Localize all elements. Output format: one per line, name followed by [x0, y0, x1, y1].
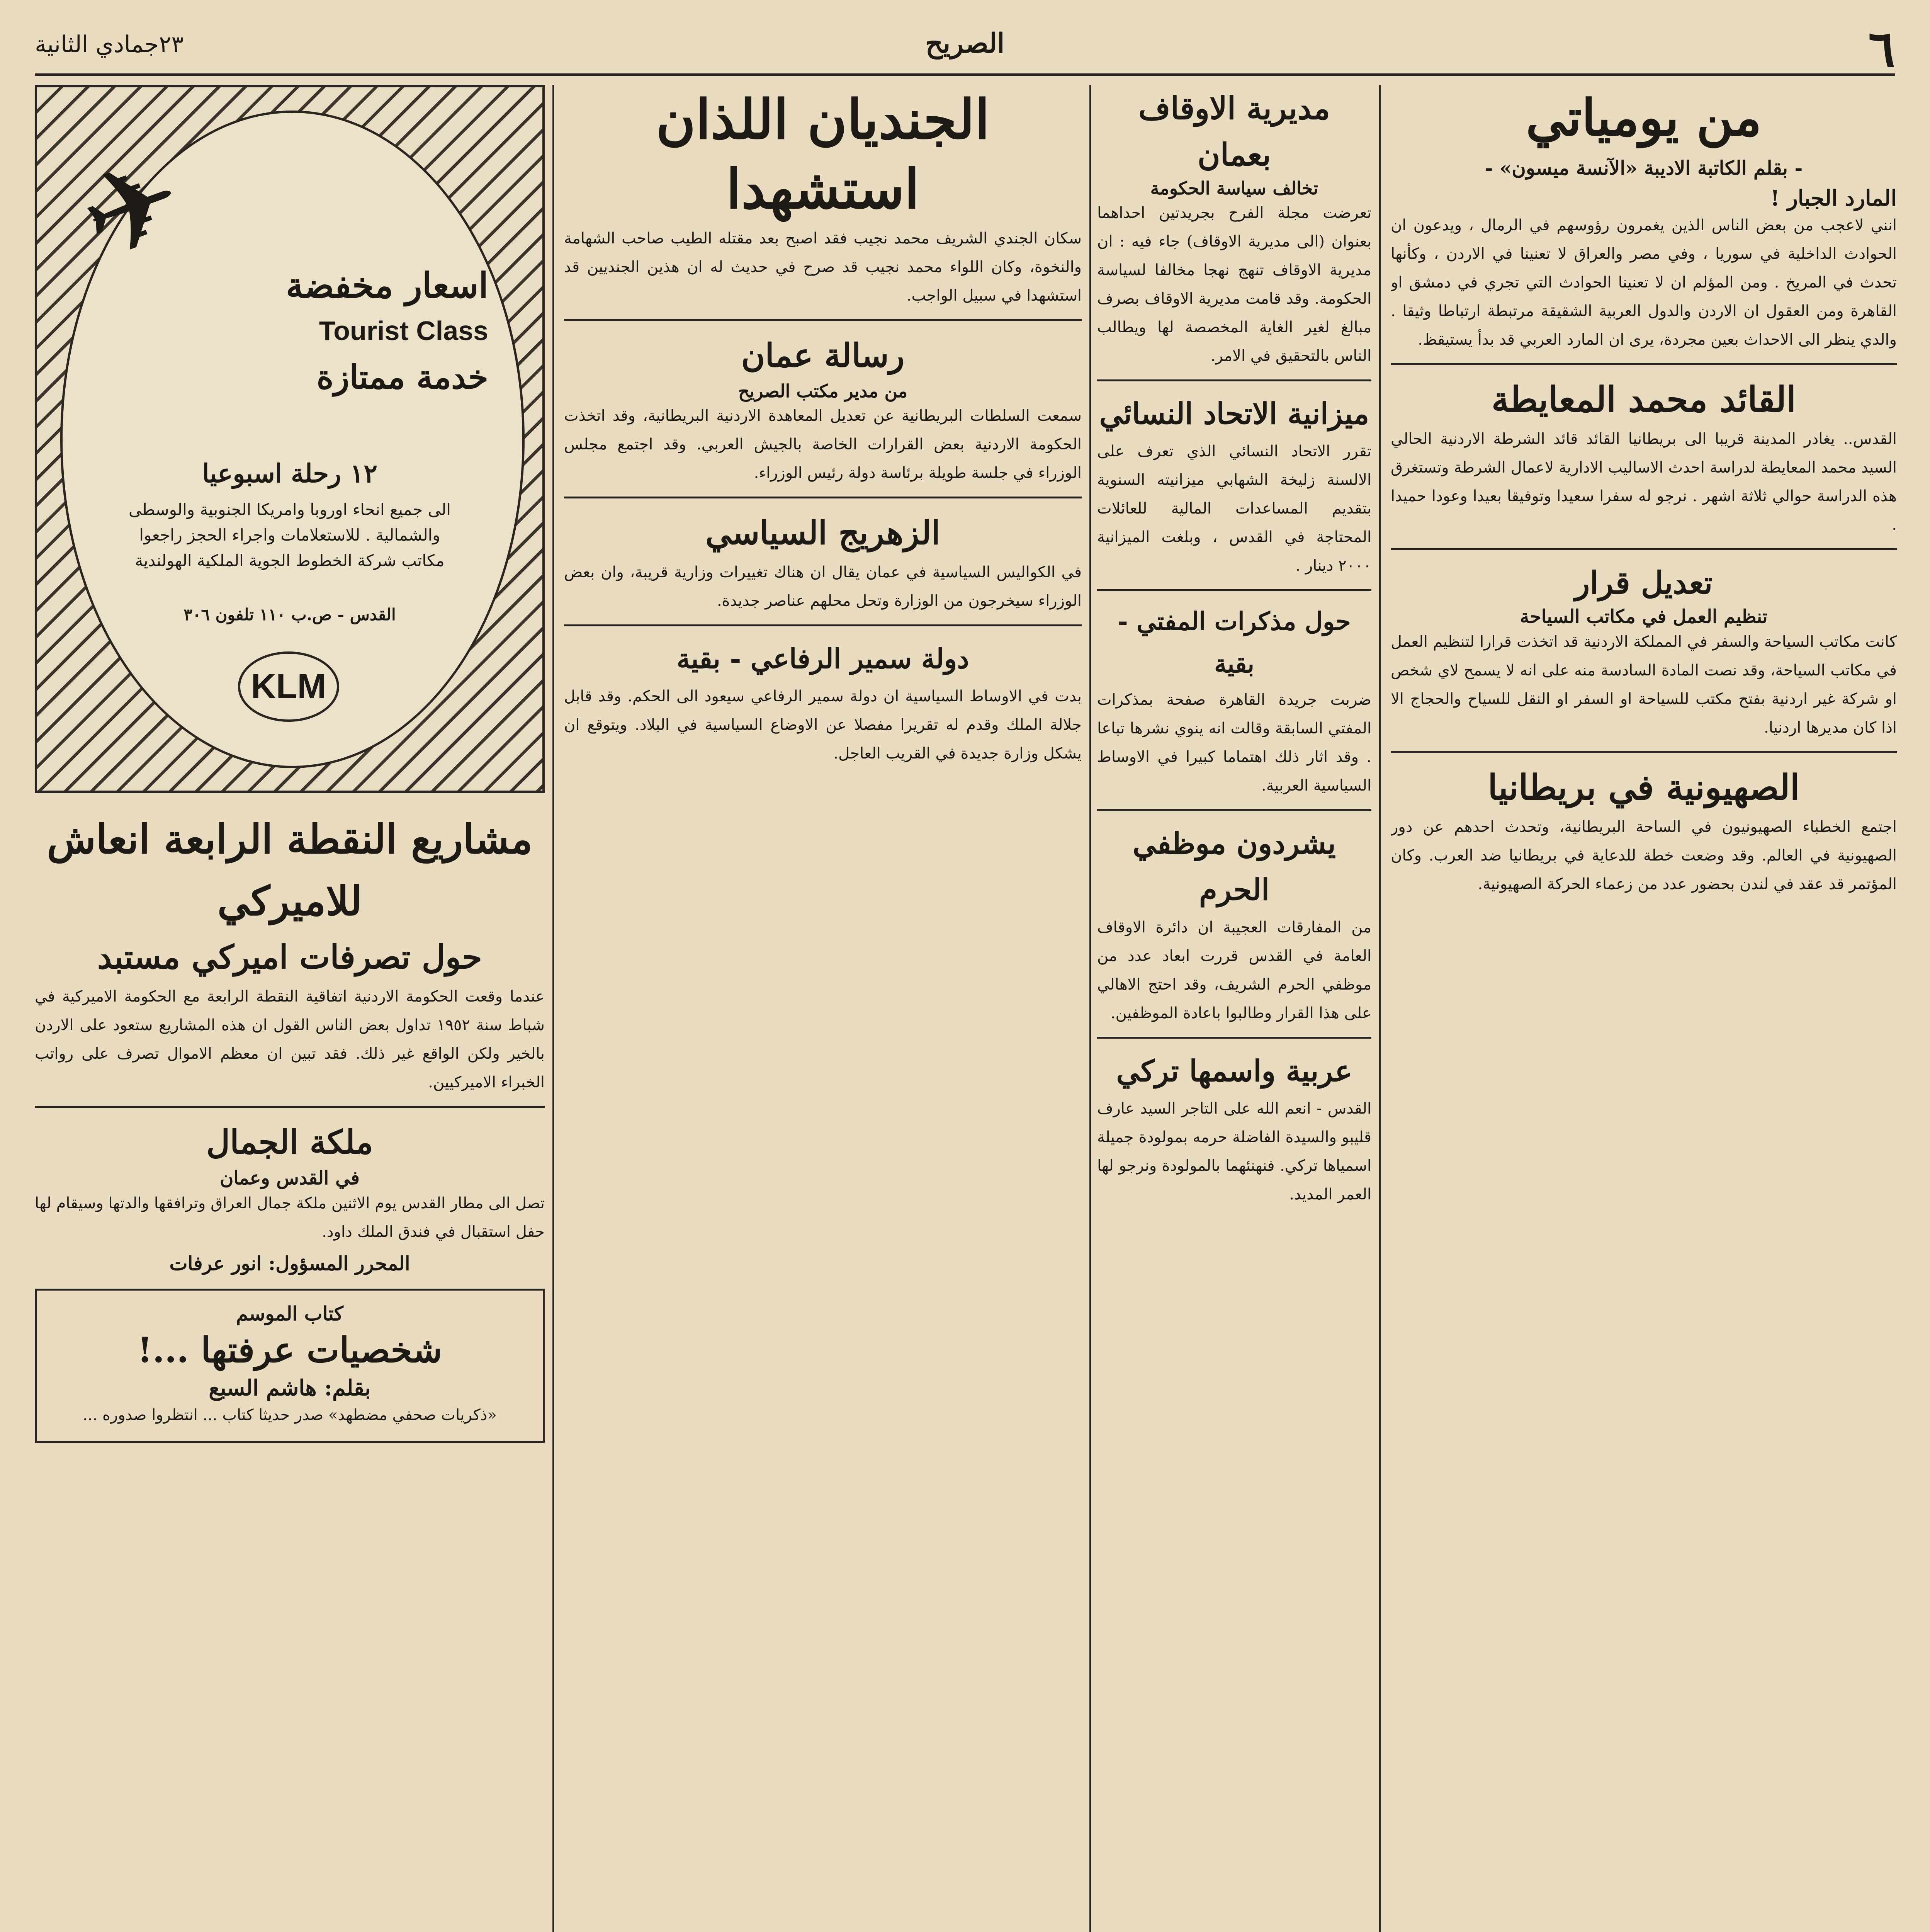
- ad-headline: اسعار مخفضة: [285, 265, 488, 306]
- article-text: القدس - انعم الله على التاجر السيد عارف قليبو والسيدة الفاضلة حرمه بمولودة جميلة اسمياها تركي. فنهنئهما بالمولودة ونرجو لها العمر المديد.: [1097, 1100, 1371, 1203]
- article-text: عندما وقعت الحكومة الاردنية اتفاقية النقطة الرابعة مع الحكومة الاميركية في شباط سنة ١٩٥٢ تداول بعض الناس القول ان هذه المشاريع ستعود على الاردن بالخير ولكن الواقع غير ذلك. فقد تبين ان معظم الاموال تصرف على رواتب الخبراء الاميركيين.: [35, 988, 545, 1091]
- book-text: «ذكريات صحفي مضطهد» صدر حديثا كتاب ... انتظروا صدوره ...: [83, 1406, 497, 1424]
- article-subtitle: تنظيم العمل في مكاتب السياحة: [1520, 606, 1768, 628]
- article-text: ضربت جريدة القاهرة صفحة بمذكرات المفتي السابقة وقالت انه ينوي نشرها تباعا . وقد اثار ذلك اهتماما كبيرا في الاوساط السياسية العربية.: [1097, 691, 1371, 794]
- article-subtitle: حول تصرفات اميركي مستبد: [97, 938, 482, 976]
- ad-flights: ١٢ رحلة اسبوعيا: [202, 458, 377, 488]
- column-rule: [552, 85, 554, 1932]
- article-title: مديرية الاوقاف بعمان: [1138, 90, 1330, 173]
- divider: [564, 624, 1082, 626]
- article-title: من يومياتي: [1526, 88, 1762, 147]
- article-subtitle: تخالف سياسة الحكومة: [1150, 178, 1318, 199]
- book-advertisement: [35, 1289, 545, 1443]
- article-text: تصل الى مطار القدس يوم الاثنين ملكة جمال العراق وترافقها والدتها وسيقام لها حفل استقبال في فندق الملك داود.: [35, 1194, 545, 1241]
- column-diaries: [1391, 85, 1897, 1932]
- newspaper-name: الصريح: [925, 27, 1005, 59]
- divider: [1097, 589, 1371, 591]
- editor-credit: المحرر المسؤول: انور عرفات: [169, 1252, 410, 1275]
- article-text: اجتمع الخطباء الصهيونيون في الساحة البريطانية، وتحدث احدهم عن دور الصهيونية في العالم. وقد وضعت خطة للدعاية في بريطانيا ضد العرب. وكان المؤتمر قد عقد في لندن بحضور عدد من زعماء الحركة الصهيونية.: [1391, 818, 1897, 893]
- divider: [1391, 548, 1897, 550]
- article-text: بدت في الاوساط السياسية ان دولة سمير الرفاعي سيعود الى الحكم. وقد قابل جلالة الملك وقدم له تقريرا مفصلا عن الاوضاع السياسية في البلاد. ويتوقع ان يشكل وزارة جديدة في القريب العاجل.: [564, 687, 1082, 762]
- article-title: الجنديان اللذان استشهدا: [656, 88, 990, 221]
- masthead: [35, 19, 1895, 78]
- divider: [564, 319, 1082, 321]
- divider: [1097, 809, 1371, 811]
- article-text: سمعت السلطات البريطانية عن تعديل المعاهدة الاردنية البريطانية، وقد اتخذت الحكومة الاردنية بعض القرارات الخاصة بالجيش العربي. وقد اجتمع مجلس الوزراء في جلسة طويلة برئاسة دولة رئيس الوزراء.: [564, 407, 1082, 482]
- column-rule: [1089, 85, 1091, 1932]
- ad-address: القدس - ص.ب ١١٠ تلفون ٣٠٦: [183, 605, 396, 624]
- article-title: ميزانية الاتحاد النسائي: [1099, 396, 1369, 431]
- article-text: تقرر الاتحاد النسائي الذي تعرف على الالسنة زليخة الشهابي ميزانيته السنوية بتقديم المساعدات المالية للعائلات المحتاجة في القدس ، وبلغت الميزانية ٢٠٠٠ دينار .: [1097, 442, 1371, 575]
- article-text: كانت مكاتب السياحة والسفر في المملكة الاردنية قد اتخذت قرارا لتنظيم العمل في مكاتب السياحة، وقد نصت المادة السادسة منه على انه لا يسمح لاي شخص او شركة غير اردنية بفتح مكتب للسياحة او السفر او النقل للسياح والحجاج الا اذا كان مديرها اردنيا.: [1391, 633, 1897, 736]
- page-number: ٦: [1868, 19, 1895, 78]
- article-title: القائد محمد المعايطة: [1491, 379, 1796, 420]
- divider: [564, 497, 1082, 498]
- book-label: كتاب الموسم: [236, 1302, 343, 1325]
- divider: [1097, 1037, 1371, 1039]
- ad-class: Tourist Class: [319, 316, 488, 346]
- article-title: رسالة عمان: [741, 336, 905, 374]
- article-text: سكان الجندي الشريف محمد نجيب فقد اصبح بعد مقتله الطيب صاحب الشهامة والنخوة، وكان اللواء محمد نجيب قد صرح في حديث له ان هذين الجنديين قد استشهدا في سبيل الواجب.: [564, 230, 1082, 304]
- column-soldiers: [564, 85, 1082, 1932]
- book-title: شخصيات عرفتها ...!: [137, 1330, 442, 1371]
- airplane-icon: ✈: [63, 129, 201, 289]
- article-byline: - بقلم الكاتبة الاديبة «الآنسة ميسون» -: [1485, 156, 1803, 179]
- divider: [1391, 363, 1897, 365]
- article-title: دولة سمير الرفاعي - بقية: [676, 643, 969, 675]
- book-author: بقلم: هاشم السبع: [209, 1375, 371, 1401]
- article-title: ملكة الجمال: [206, 1123, 373, 1161]
- issue-date: ٢٣جمادي الثانية: [35, 31, 184, 58]
- article-subtitle: في القدس وعمان: [220, 1167, 360, 1189]
- ad-text: الى جميع انحاء اوروبا وامريكا الجنوبية والوسطى والشمالية . للاستعلامات واجراء الحجز راجعوا مكاتب شركة الخطوط الجوية الملكية الهولندية: [128, 500, 451, 570]
- article-title: عربية واسمها تركي: [1116, 1054, 1352, 1088]
- ad-service: خدمة ممتازة: [316, 358, 488, 396]
- column-rule: [1379, 85, 1381, 1932]
- article-subtitle: من مدير مكتب الصريح: [738, 381, 908, 401]
- klm-advertisement: [35, 85, 545, 793]
- klm-logo: KLM: [238, 651, 339, 722]
- section-heading: المارد الجبار !: [1770, 185, 1897, 211]
- article-title: الصهيونية في بريطانيا: [1488, 767, 1800, 808]
- article-text: في الكواليس السياسية في عمان يقال ان هناك تغييرات وزارية قريبة، وان بعض الوزراء سيخرجون من الوزارة وتحل محلهم عناصر جديدة.: [564, 563, 1082, 610]
- column-awqaf: [1097, 85, 1371, 1932]
- divider: [1391, 751, 1897, 753]
- article-text: القدس.. يغادر المدينة قريبا الى بريطانيا القائد قائد الشرطة الاردنية الحالي السيد محمد المعايطة لدراسة احدث الاساليب الادارية لاعمال الشرطة وتستغرق هذه الدراسة حوالي ثلاثة اشهر . نرجو له سفرا سعيدا وتوفيقا بعيدا وعودا حميدا .: [1391, 430, 1897, 534]
- article-text: انني لاعجب من بعض الناس الذين يغمرون رؤوسهم في الرمال ، ويدعون ان الحوادث الداخلية في سوريا ، وفي مصر والعراق لا تعنينا في الاردن ، وكأنها تحدث في المريخ . ومن المؤلم ان لا تعنينا الحوادث التي تجري في دمشق او القاهرة ومن العقول ان الاردن والدول العربية الشقيقة مرتبطة ارتباطا وثيقا . والدي ينظر الى الاحداث بعين مجردة، يرى ان المارد العربي قد بدأ يستيقظ.: [1391, 216, 1897, 349]
- article-title: حول مذكرات المفتي - بقية: [1118, 607, 1351, 679]
- divider: [35, 1106, 545, 1108]
- article-title: مشاريع النقطة الرابعة انعاش للاميركي: [47, 815, 533, 925]
- divider: [1097, 379, 1371, 381]
- article-title: تعديل قرار: [1575, 565, 1713, 601]
- article-title: يشردون موظفي الحرم: [1133, 826, 1336, 907]
- article-text: تعرضت مجلة الفرح بجريدتين احداهما بعنوان (الى مديرية الاوقاف) جاء فيه : ان مديرية الاوقاف تنهج نهجا مخالفا لسياسة الحكومة. وقد قامت مديرية الاوقاف بصرف مبالغ لغير الغاية المخصصة لها ويطالب الناس بالتحقيق في الامر.: [1097, 204, 1371, 365]
- column-left: [35, 85, 545, 1932]
- article-text: من المفارقات العجيبة ان دائرة الاوقاف العامة في القدس قررت ابعاد عدد من موظفي الحرم الشريف، وقد احتج الاهالي على هذا القرار وطالبوا باعادة الموظفين.: [1097, 918, 1371, 1022]
- article-title: الزهريج السياسي: [705, 514, 940, 552]
